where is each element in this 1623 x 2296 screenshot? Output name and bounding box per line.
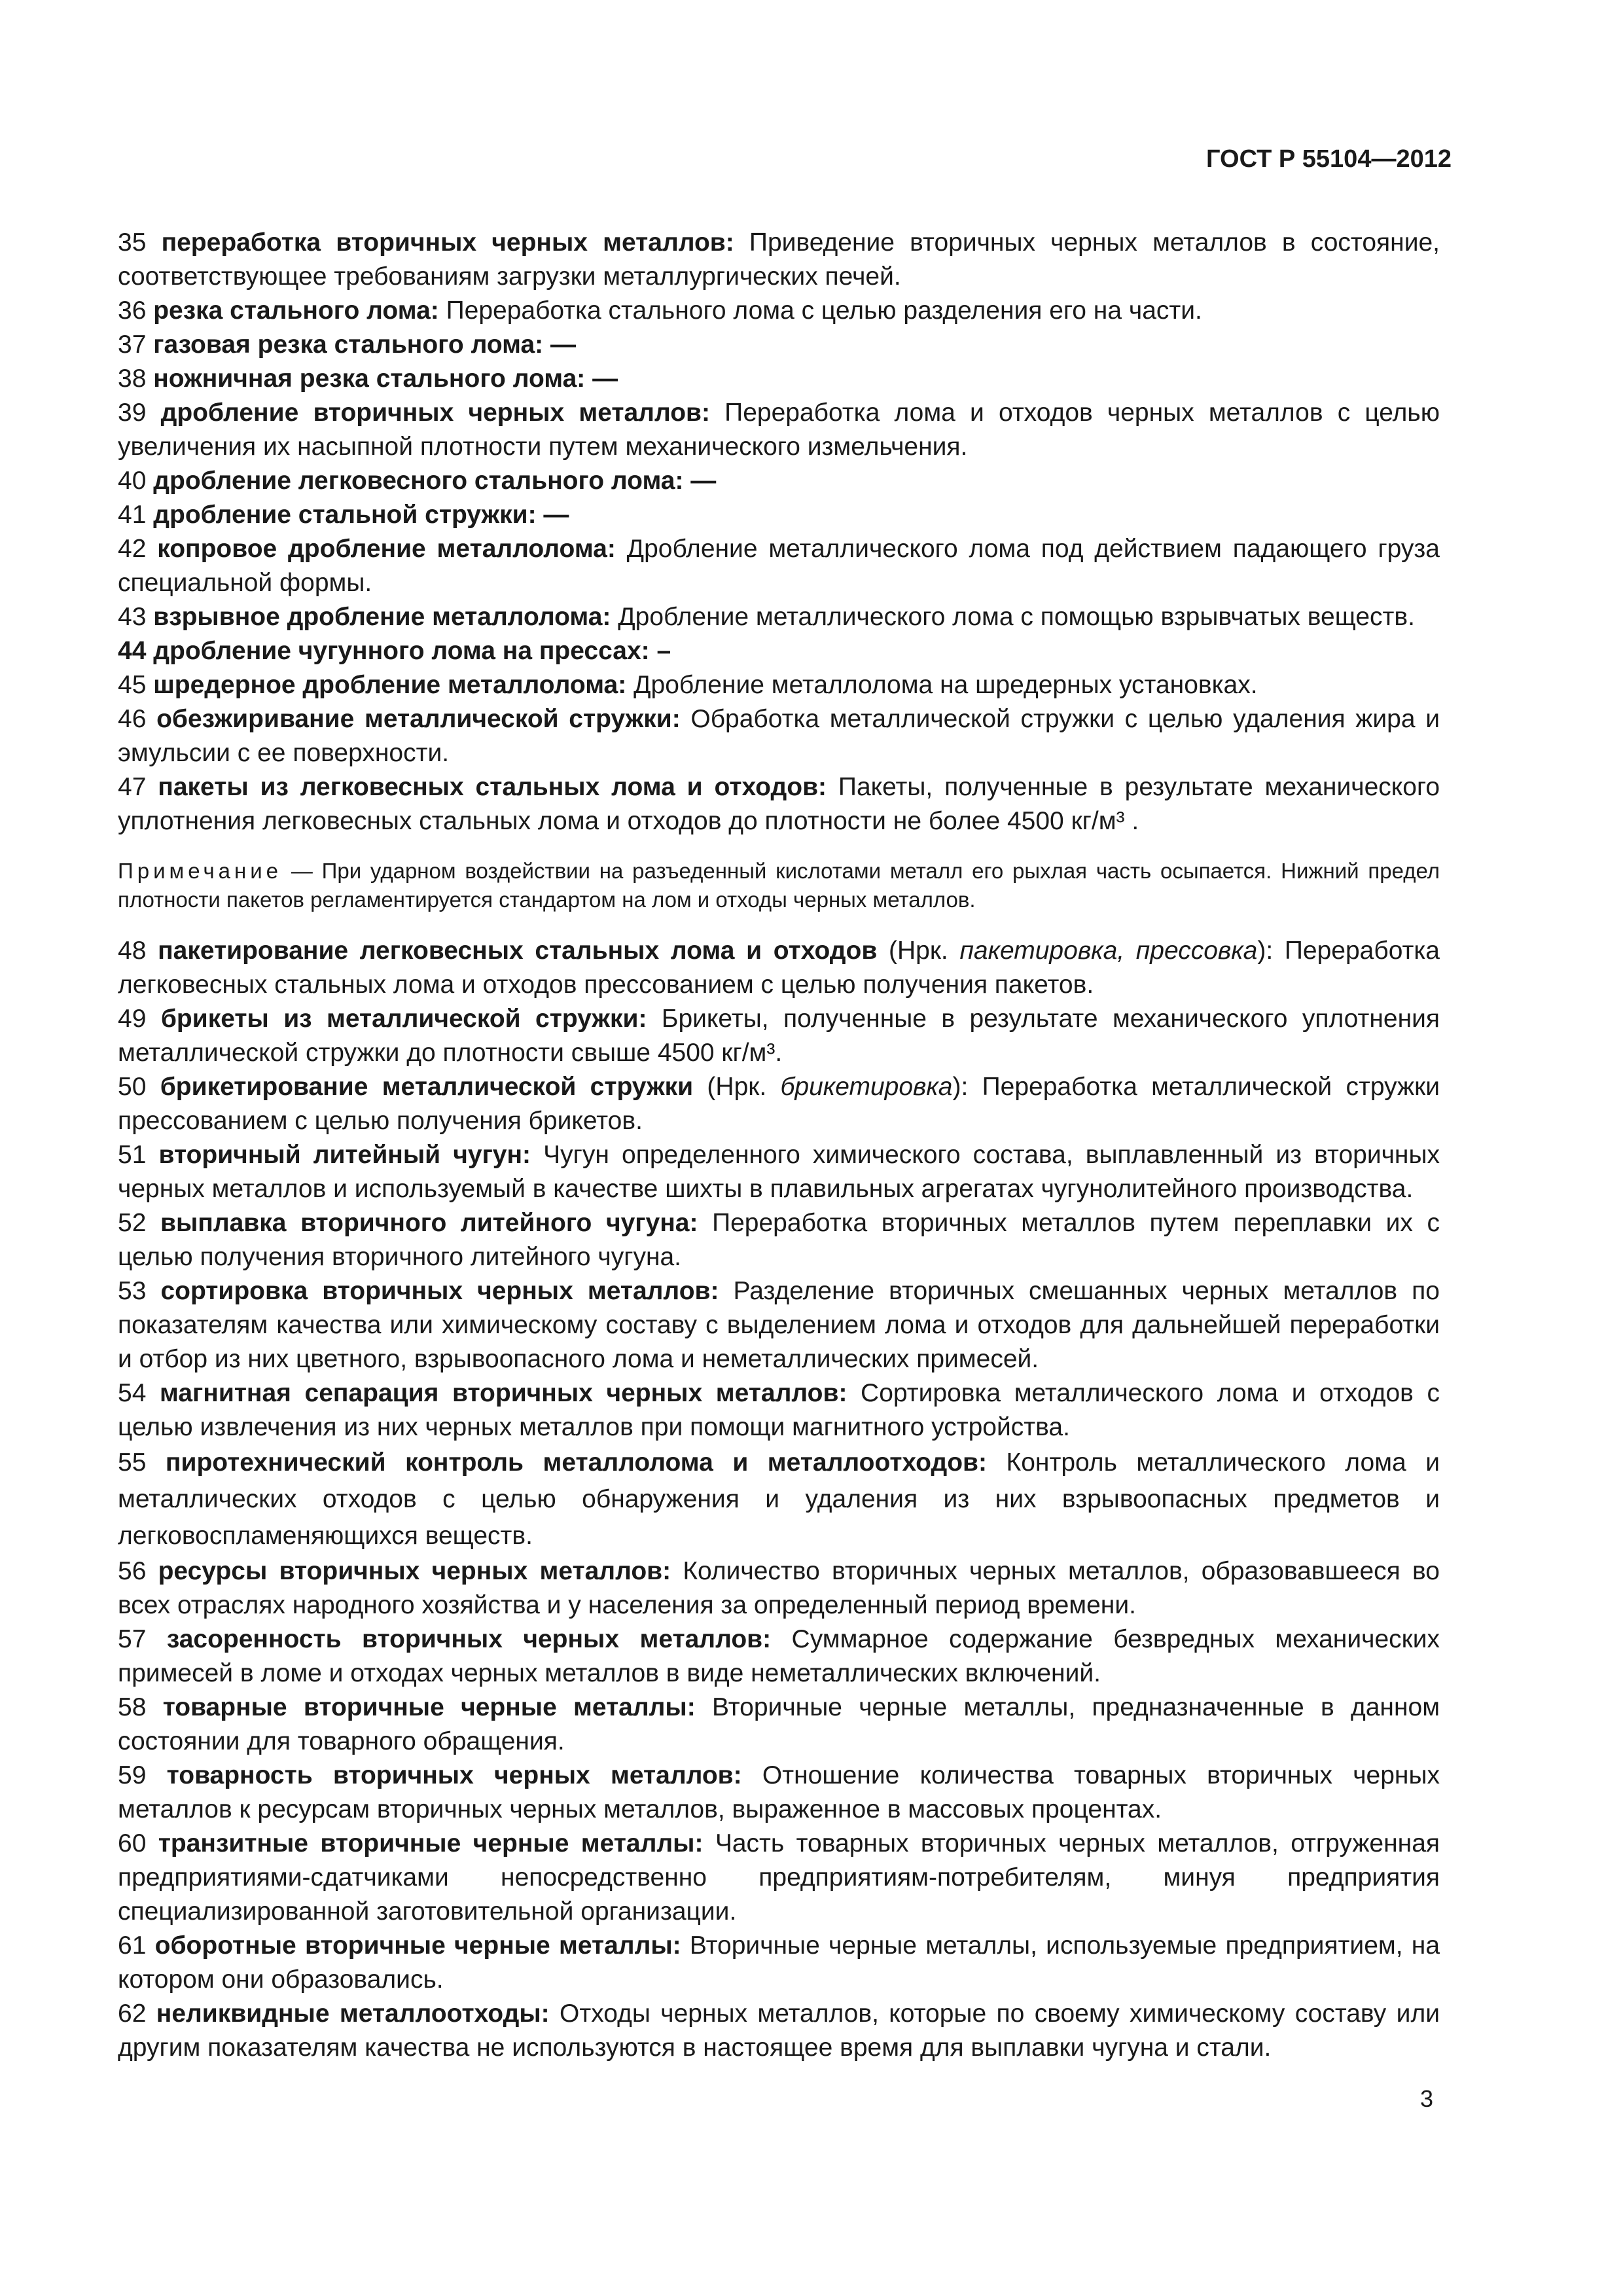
term-name: брикетирование металлической стружки xyxy=(160,1073,694,1101)
term-name: ножничная резка стального лома: — xyxy=(153,365,618,393)
note-text: — При ударном воздействии на разъеденный кислотами металл его рыхлая часть осыпается. Нижний предел плотности пакетов регламентируется стандартом на лом и отходы черных металлов. xyxy=(118,859,1440,912)
term-definition: Переработка стального лома с целью разделения его на части. xyxy=(438,296,1202,325)
term-number: 38 xyxy=(118,365,147,393)
term-entry-43 xyxy=(118,600,1440,634)
term-definition: Переработка металлической стружки прессованием с целью получения брикетов. xyxy=(118,1073,1440,1135)
term-entry-40 xyxy=(118,464,1440,498)
term-name: магнитная сепарация вторичных черных металлов: xyxy=(160,1379,847,1407)
term-number: 42 xyxy=(118,535,147,563)
term-number: 52 xyxy=(118,1209,147,1237)
term-number: 51 xyxy=(118,1141,147,1169)
term-number: 61 xyxy=(118,1931,147,1960)
term-number: 59 xyxy=(118,1761,147,1789)
term-number: 47 xyxy=(118,773,147,801)
term-name: дробление вторичных черных металлов: xyxy=(160,399,710,427)
term-entry-37 xyxy=(118,328,1440,362)
term-definition: Отношение количества товарных вторичных черных металлов к ресурсам вторичных черных металлов, выраженное в массовых процентах. xyxy=(118,1761,1440,1823)
note-label: Примечание xyxy=(118,859,283,883)
term-entry-51 xyxy=(118,1138,1440,1206)
terms-list-part-2 xyxy=(118,934,1440,2065)
term-entry-57 xyxy=(118,1623,1440,1691)
term-entry-39 xyxy=(118,396,1440,464)
nonrecommended-term: пакетировка, прессовка xyxy=(959,937,1258,965)
term-entry-41 xyxy=(118,498,1440,532)
term-name: пиротехнический контроль металлолома и металлоотходов: xyxy=(165,1448,987,1477)
term-name: дробление легковесного стального лома: — xyxy=(153,467,717,495)
term-number: 45 xyxy=(118,671,147,699)
term-name: шредерное дробление металлолома: xyxy=(153,671,627,699)
term-name: пакеты из легковесных стальных лома и отходов: xyxy=(158,773,827,801)
term-name: оборотные вторичные черные металлы: xyxy=(154,1931,681,1960)
term-entry-44 xyxy=(118,634,1440,668)
term-definition: Переработка вторичных металлов путем переплавки их с целью получения вторичного литейного чугуна. xyxy=(118,1209,1440,1271)
term-name: ресурсы вторичных черных металлов: xyxy=(158,1557,671,1585)
term-definition: Количество вторичных черных металлов, образовавшееся во всех отраслях народного хозяйства и у населения за определенный период времени. xyxy=(118,1557,1440,1619)
term-entry-50 xyxy=(118,1070,1440,1138)
term-entry-53 xyxy=(118,1274,1440,1376)
term-name: товарность вторичных черных металлов: xyxy=(166,1761,742,1789)
term-definition: Контроль металлического лома и металлических отходов с целью обнаружения и удаления из них взрывоопасных предметов и легковоспламеняющихся веществ. xyxy=(118,1448,1440,1550)
term-name: дробление чугунного лома на прессах: – xyxy=(153,637,671,665)
term-entry-36 xyxy=(118,294,1440,328)
term-name: переработка вторичных черных металлов: xyxy=(161,228,734,257)
term-definition: Часть товарных вторичных черных металлов, отгруженная предприятиями-сдатчиками непосредственно предприятиям-потребителям, минуя предприятия специализированной заготовительной организации. xyxy=(118,1829,1440,1926)
term-entry-35 xyxy=(118,226,1440,294)
term-name: засоренность вторичных черных металлов: xyxy=(166,1625,772,1653)
term-entry-46 xyxy=(118,702,1440,770)
term-definition: Суммарное содержание безвредных механических примесей в ломе и отходах черных металлов в виде неметаллических включений. xyxy=(118,1625,1440,1687)
term-entry-47 xyxy=(118,770,1440,838)
term-number: 53 xyxy=(118,1277,147,1305)
note-block xyxy=(118,857,1440,914)
term-entry-61 xyxy=(118,1929,1440,1997)
term-definition: Приведение вторичных черных металлов в состояние, соответствующее требованиям загрузки металлургических печей. xyxy=(118,228,1440,291)
nonrecommended-prefix: (Нрк. xyxy=(693,1073,781,1101)
term-definition: Обработка металлической стружки с целью удаления жира и эмульсии с ее поверхности. xyxy=(118,705,1440,767)
term-name: взрывное дробление металлолома: xyxy=(153,603,611,631)
term-name: копровое дробление металлолома: xyxy=(157,535,616,563)
term-name: резка стального лома: xyxy=(153,296,439,325)
term-number: 60 xyxy=(118,1829,147,1857)
terms-content xyxy=(118,226,1440,2065)
term-name: сортировка вторичных черных металлов: xyxy=(160,1277,719,1305)
term-entry-38 xyxy=(118,362,1440,396)
term-entry-62 xyxy=(118,1997,1440,2065)
term-definition: Дробление металлолома на шредерных установках. xyxy=(626,671,1258,699)
term-entry-58 xyxy=(118,1691,1440,1759)
nonrecommended-suffix: ): xyxy=(952,1073,969,1101)
term-definition: Чугун определенного химического состава, выплавленный из вторичных черных металлов и используемый в качестве шихты в плавильных агрегатах чугунолитейного производства. xyxy=(118,1141,1440,1203)
term-number: 43 xyxy=(118,603,147,631)
term-entry-55 xyxy=(118,1444,1440,1554)
nonrecommended-term: брикетировка xyxy=(780,1073,953,1101)
term-definition: Сортировка металлического лома и отходов с целью извлечения из них черных металлов при помощи магнитного устройства. xyxy=(118,1379,1440,1441)
term-name: брикеты из металлической стружки: xyxy=(160,1005,647,1033)
standard-header: ГОСТ Р 55104—2012 xyxy=(1206,145,1452,173)
term-number: 46 xyxy=(118,705,147,733)
term-entry-59 xyxy=(118,1759,1440,1827)
term-name: вторичный литейный чугун: xyxy=(158,1141,531,1169)
term-name: газовая резка стального лома: — xyxy=(153,331,576,359)
page-number: 3 xyxy=(1419,2085,1433,2112)
term-name: обезжиривание металлической стружки: xyxy=(156,705,681,733)
term-entry-56 xyxy=(118,1554,1440,1623)
term-definition: Дробление металлического лома под действием падающего груза специальной формы. xyxy=(118,535,1440,597)
term-name: транзитные вторичные черные металлы: xyxy=(158,1829,704,1857)
term-number: 54 xyxy=(118,1379,147,1407)
term-definition: Отходы черных металлов, которые по своему химическому составу или другим показателям качества не используются в настоящее время для выплавки чугуна и стали. xyxy=(118,2000,1440,2062)
term-number: 41 xyxy=(118,501,147,529)
term-number: 55 xyxy=(118,1448,147,1477)
nonrecommended-suffix: ): xyxy=(1257,937,1274,965)
term-name: пакетирование легковесных стальных лома и отходов xyxy=(158,937,878,965)
term-name: неликвидные металлоотходы: xyxy=(156,2000,550,2028)
term-number: 37 xyxy=(118,331,147,359)
term-number: 48 xyxy=(118,937,147,965)
term-definition: Переработка легковесных стальных лома и отходов прессованием с целью получения пакетов. xyxy=(118,937,1440,999)
term-entry-49 xyxy=(118,1002,1440,1070)
term-number: 44 xyxy=(118,637,147,665)
term-entry-48 xyxy=(118,934,1440,1002)
term-definition: Разделение вторичных смешанных черных металлов по показателям качества или химическому составу с выделением лома и отходов для дальнейшей переработки и отбор из них цветного, взрывоопасного лома и неметаллических примесей. xyxy=(118,1277,1440,1373)
term-name: дробление стальной стружки: — xyxy=(153,501,569,529)
term-number: 40 xyxy=(118,467,147,495)
term-definition: Брикеты, полученные в результате механического уплотнения металлической стружки до плотности свыше 4500 кг/м³. xyxy=(118,1005,1440,1067)
term-number: 35 xyxy=(118,228,147,257)
terms-list-part-1 xyxy=(118,226,1440,838)
term-definition: Вторичные черные металлы, предназначенные в данном состоянии для товарного обращения. xyxy=(118,1693,1440,1755)
term-number: 58 xyxy=(118,1693,147,1721)
term-name: выплавка вторичного литейного чугуна: xyxy=(160,1209,698,1237)
term-entry-42 xyxy=(118,532,1440,600)
term-number: 39 xyxy=(118,399,147,427)
term-definition: Пакеты, полученные в результате механического уплотнения легковесных стальных лома и отходов до плотности не более 4500 кг/м³ . xyxy=(118,773,1440,835)
term-number: 56 xyxy=(118,1557,147,1585)
term-definition: Дробление металлического лома с помощью взрывчатых веществ. xyxy=(611,603,1415,631)
term-entry-52 xyxy=(118,1206,1440,1274)
nonrecommended-prefix: (Нрк. xyxy=(877,937,960,965)
term-number: 57 xyxy=(118,1625,147,1653)
term-number: 49 xyxy=(118,1005,147,1033)
term-number: 50 xyxy=(118,1073,147,1101)
term-name: товарные вторичные черные металлы: xyxy=(162,1693,696,1721)
term-definition: Вторичные черные металлы, используемые предприятием, на котором они образовались. xyxy=(118,1931,1440,1994)
term-number: 62 xyxy=(118,2000,147,2028)
term-definition: Переработка лома и отходов черных металлов с целью увеличения их насыпной плотности путем механического измельчения. xyxy=(118,399,1440,461)
term-entry-54 xyxy=(118,1376,1440,1444)
term-entry-45 xyxy=(118,668,1440,702)
term-entry-60 xyxy=(118,1827,1440,1929)
term-number: 36 xyxy=(118,296,147,325)
